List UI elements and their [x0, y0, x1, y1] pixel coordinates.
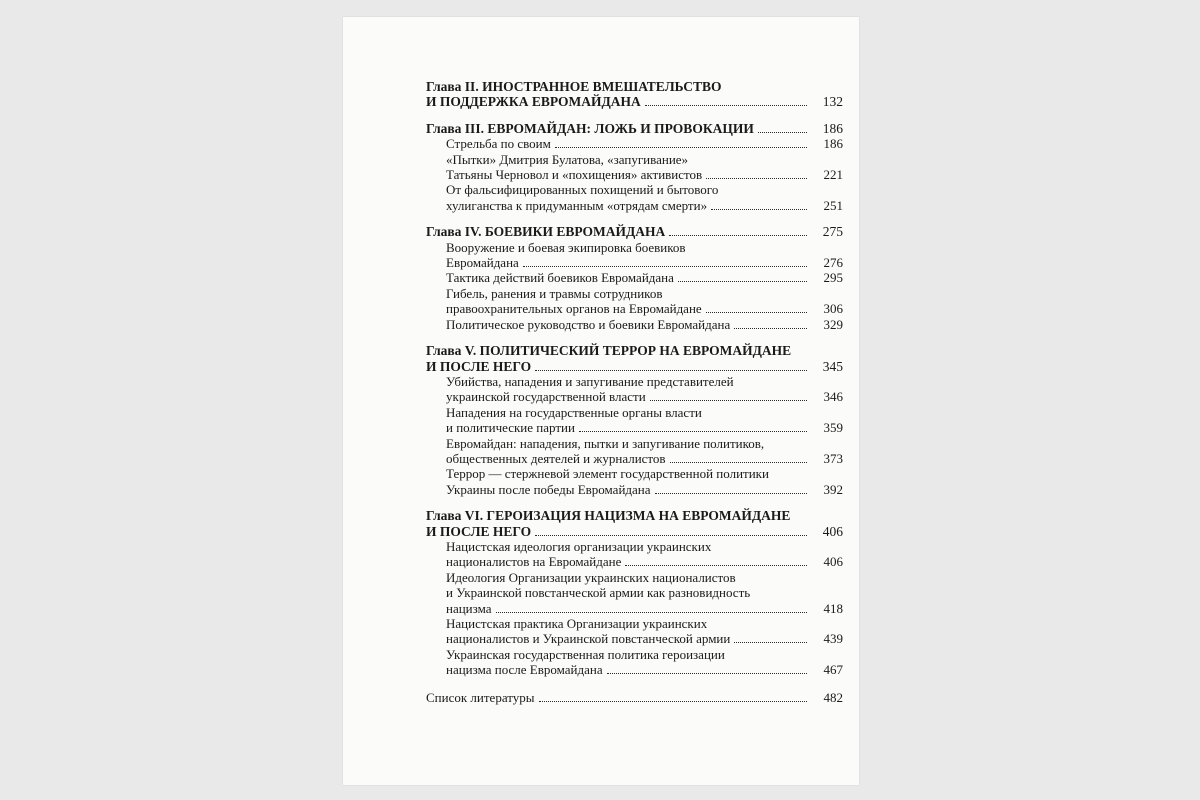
dot-leader — [706, 312, 807, 313]
table-of-contents — [426, 79, 843, 716]
book-page — [343, 17, 859, 785]
toc-entry — [446, 301, 843, 316]
dot-leader — [678, 281, 807, 282]
chapter-3-page: 186 — [822, 120, 843, 136]
entry-page: 221 — [823, 167, 843, 183]
toc-entry — [446, 136, 843, 151]
dot-leader — [650, 400, 807, 401]
chapter-3-title-line — [426, 121, 843, 136]
dot-leader — [625, 565, 807, 566]
entry-text: Татьяны Черновол и «похищения» активистов — [446, 167, 703, 183]
entry-page: 418 — [823, 600, 843, 616]
chapter-6-title-line-2 — [426, 524, 843, 539]
entry-page: 186 — [823, 136, 843, 152]
chapter-3-title-text: Глава III. ЕВРОМАЙДАН: ЛОЖЬ И ПРОВОКАЦИИ — [426, 120, 754, 136]
entry-text: Гибель, ранения и травмы сотрудников — [446, 285, 663, 301]
entry-text: националистов на Евромайдане — [446, 554, 622, 570]
entry-page: 406 — [823, 554, 843, 570]
toc-chapter-3 — [426, 121, 843, 213]
toc-entry — [446, 554, 843, 569]
entry-text: Нацистская практика Организации украинских — [446, 616, 708, 631]
chapter-2-title-line-1: Глава II. ИНОСТРАННОЕ ВМЕШАТЕЛЬСТВО — [426, 79, 722, 94]
chapter-4-title-text: Глава IV. БОЕВИКИ ЕВРОМАЙДАНА — [426, 224, 666, 240]
toc-entry — [446, 420, 843, 435]
entry-text: нацизма после Евромайдана — [446, 662, 603, 678]
entry-page: 439 — [823, 631, 843, 647]
dot-leader — [539, 701, 808, 702]
toc-chapter-5 — [426, 343, 843, 497]
chapter-5-title-text: И ПОСЛЕ НЕГО — [426, 358, 532, 374]
chapter-5-title-line-1: Глава V. ПОЛИТИЧЕСКИЙ ТЕРРОР НА ЕВРОМАЙДАНЕ — [426, 343, 792, 359]
entry-text: нацизма — [446, 600, 492, 616]
chapter-5-page: 345 — [822, 358, 843, 374]
chapter-2-title-line-2 — [426, 94, 843, 109]
toc-entry — [446, 482, 843, 497]
chapter-6-title-text: И ПОСЛЕ НЕГО — [426, 523, 532, 539]
toc-chapter-2 — [426, 79, 843, 110]
entry-text: От фальсифицированных похищений и бытового — [446, 182, 719, 198]
bibliography-page: 482 — [823, 689, 843, 705]
dot-leader — [645, 105, 807, 106]
chapter-6-page: 406 — [822, 523, 843, 539]
bibliography-line — [426, 690, 843, 705]
entry-page: 295 — [823, 270, 843, 286]
dot-leader — [535, 535, 807, 536]
entry-page: 392 — [823, 481, 843, 497]
toc-entry — [446, 601, 843, 616]
entry-text: Нападения на государственные органы власти — [446, 404, 702, 420]
entry-page: 306 — [823, 301, 843, 317]
entry-text: общественных деятелей и журналистов — [446, 450, 666, 466]
dot-leader — [655, 493, 807, 494]
entry-text: Убийства, нападения и запугивание представителей — [446, 373, 734, 389]
chapter-6-title-line-1: Глава VI. ГЕРОИЗАЦИЯ НАЦИЗМА НА ЕВРОМАЙДАНЕ — [426, 508, 791, 524]
entry-text: Политическое руководство и боевики Евромайдана — [446, 316, 731, 332]
entry-page: 359 — [823, 420, 843, 436]
entry-page: 373 — [823, 450, 843, 466]
toc-entry — [446, 270, 843, 285]
chapter-4-title-line — [426, 224, 843, 239]
toc-entry — [446, 198, 843, 213]
dot-leader — [607, 673, 807, 674]
chapter-2-page: 132 — [822, 94, 843, 110]
toc-entry — [446, 317, 843, 332]
dot-leader — [670, 462, 807, 463]
dot-leader — [734, 328, 807, 329]
entry-text: Украины после победы Евромайдана — [446, 481, 651, 497]
entry-text: и политические партии — [446, 420, 575, 436]
toc-entry — [446, 167, 843, 182]
entry-text: Нацистская идеология организации украинских — [446, 538, 712, 554]
entry-text: украинской государственной власти — [446, 389, 646, 405]
chapter-4-page: 275 — [822, 224, 843, 240]
toc-entry — [446, 631, 843, 646]
chapter-2-title-text: И ПОДДЕРЖКА ЕВРОМАЙДАНА — [426, 94, 641, 110]
dot-leader — [669, 235, 807, 236]
chapter-3-sections — [426, 136, 843, 213]
entry-text: Тактика действий боевиков Евромайдана — [446, 270, 674, 286]
entry-text: Террор — стержневой элемент государственной политики — [446, 466, 769, 482]
entry-text: Идеология Организации украинских националистов — [446, 569, 736, 585]
chapter-6-sections — [426, 539, 843, 678]
dot-leader — [496, 612, 808, 613]
toc-chapter-6 — [426, 508, 843, 677]
dot-leader — [706, 178, 807, 179]
entry-text: «Пытки» Дмитрия Булатова, «запугивание» — [446, 151, 689, 167]
dot-leader — [711, 209, 807, 210]
toc-bibliography — [426, 690, 843, 705]
entry-page: 329 — [823, 316, 843, 332]
entry-page: 276 — [823, 255, 843, 271]
dot-leader — [734, 642, 807, 643]
toc-chapter-4 — [426, 224, 843, 332]
entry-text: правоохранительных органов на Евромайдане — [446, 301, 702, 317]
chapter-4-sections — [426, 240, 843, 332]
dot-leader — [758, 132, 807, 133]
entry-text: Евромайдан: нападения, пытки и запугивание политиков, — [446, 435, 765, 451]
entry-text: Стрельба по своим — [446, 136, 551, 152]
entry-page: 467 — [823, 662, 843, 678]
entry-text: Украинская государственная политика героизации — [446, 646, 725, 662]
chapter-5-sections — [426, 374, 843, 497]
entry-text: и Украинской повстанческой армии как разновидность — [446, 585, 751, 601]
entry-page: 346 — [823, 389, 843, 405]
toc-entry — [446, 255, 843, 270]
entry-text: хулиганства к придуманным «отрядам смерти» — [446, 197, 708, 213]
entry-text: Вооружение и боевая экипировка боевиков — [446, 239, 686, 255]
dot-leader — [579, 431, 807, 432]
entry-page: 251 — [823, 197, 843, 213]
dot-leader — [535, 370, 807, 371]
dot-leader — [523, 266, 807, 267]
chapter-5-title-line-2 — [426, 359, 843, 374]
bibliography-title: Список литературы — [426, 689, 535, 705]
toc-entry — [446, 662, 843, 677]
entry-text: националистов и Украинской повстанческой армии — [446, 631, 731, 647]
toc-entry — [446, 451, 843, 466]
entry-text: Евромайдана — [446, 255, 519, 271]
toc-entry — [446, 389, 843, 404]
dot-leader — [555, 147, 807, 148]
